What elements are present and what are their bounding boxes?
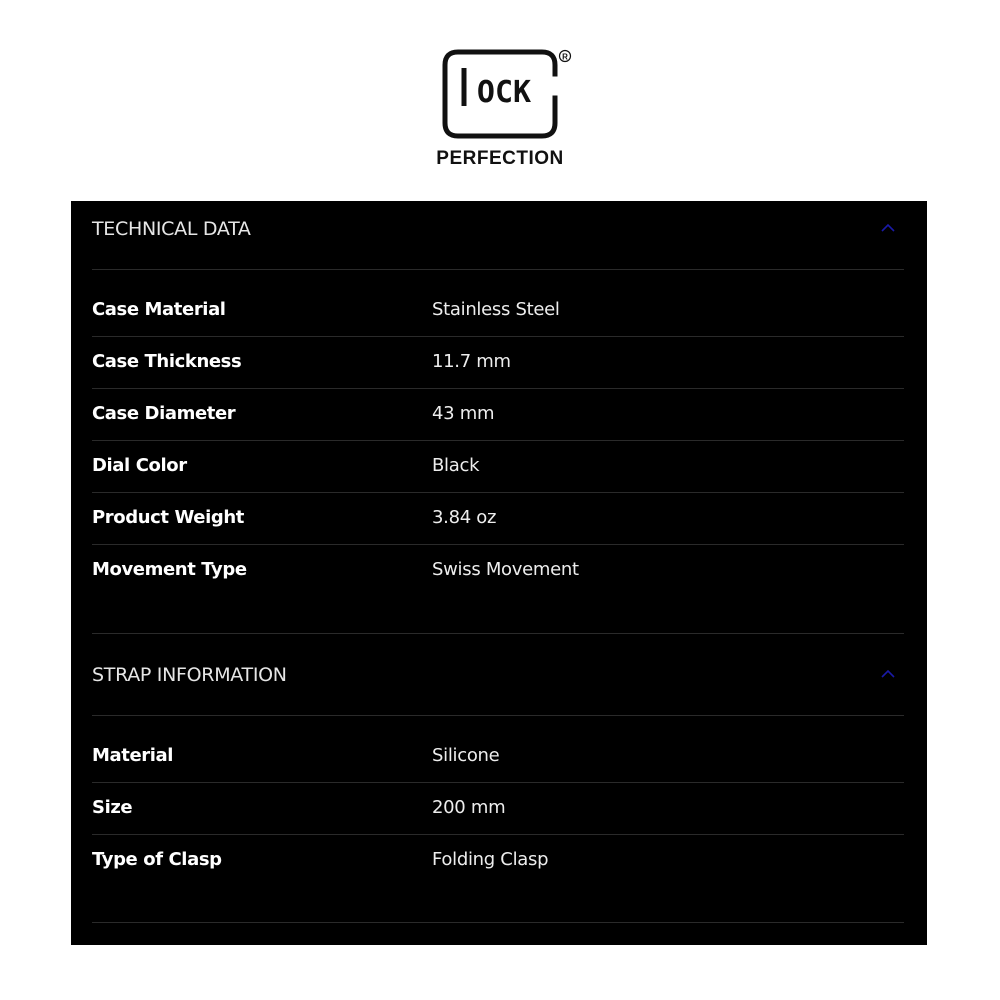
logo-wordmark: OCK [476, 75, 532, 110]
spec-value: 43 mm [432, 403, 495, 424]
spec-list [92, 716, 904, 887]
spec-label: Case Thickness [92, 351, 242, 372]
spec-label: Type of Clasp [92, 849, 222, 870]
spec-row-material [92, 731, 904, 783]
section-technical-data [92, 201, 904, 597]
brand-logo [0, 44, 1000, 174]
spec-label: Movement Type [92, 559, 247, 580]
logo-tagline: PERFECTION [436, 148, 564, 169]
glock-logo-icon [440, 44, 580, 144]
spec-row-type-of-clasp [92, 835, 904, 887]
section-strap-information [92, 647, 904, 887]
spec-row-size [92, 783, 904, 835]
spec-label: Size [92, 797, 133, 818]
spec-row-dial-color [92, 441, 904, 493]
section-title: STRAP INFORMATION [92, 664, 287, 686]
spec-value: Silicone [432, 745, 500, 766]
spec-label: Case Material [92, 299, 226, 320]
chevron-up-icon[interactable] [880, 222, 896, 234]
spec-label: Dial Color [92, 455, 187, 476]
spec-value: Swiss Movement [432, 559, 579, 580]
spec-row-movement-type [92, 545, 904, 597]
spec-row-case-material [92, 285, 904, 337]
spec-row-product-weight [92, 493, 904, 545]
spec-label: Material [92, 745, 174, 766]
svg-text:R: R [562, 52, 568, 62]
section-divider [92, 922, 904, 923]
spec-value: Folding Clasp [432, 849, 549, 870]
section-divider [92, 633, 904, 634]
specs-panel [71, 201, 927, 945]
section-header-technical-data[interactable] [92, 201, 904, 270]
spec-value: Stainless Steel [432, 299, 560, 320]
spec-value: 200 mm [432, 797, 506, 818]
spec-row-case-thickness [92, 337, 904, 389]
spec-list [92, 270, 904, 597]
spec-value: Black [432, 455, 480, 476]
spec-row-case-diameter [92, 389, 904, 441]
chevron-up-icon[interactable] [880, 668, 896, 680]
spec-label: Case Diameter [92, 403, 236, 424]
section-title: TECHNICAL DATA [92, 218, 251, 240]
section-header-strap-information[interactable] [92, 647, 904, 716]
spec-value: 3.84 oz [432, 507, 497, 528]
spec-value: 11.7 mm [432, 351, 511, 372]
spec-label: Product Weight [92, 507, 244, 528]
